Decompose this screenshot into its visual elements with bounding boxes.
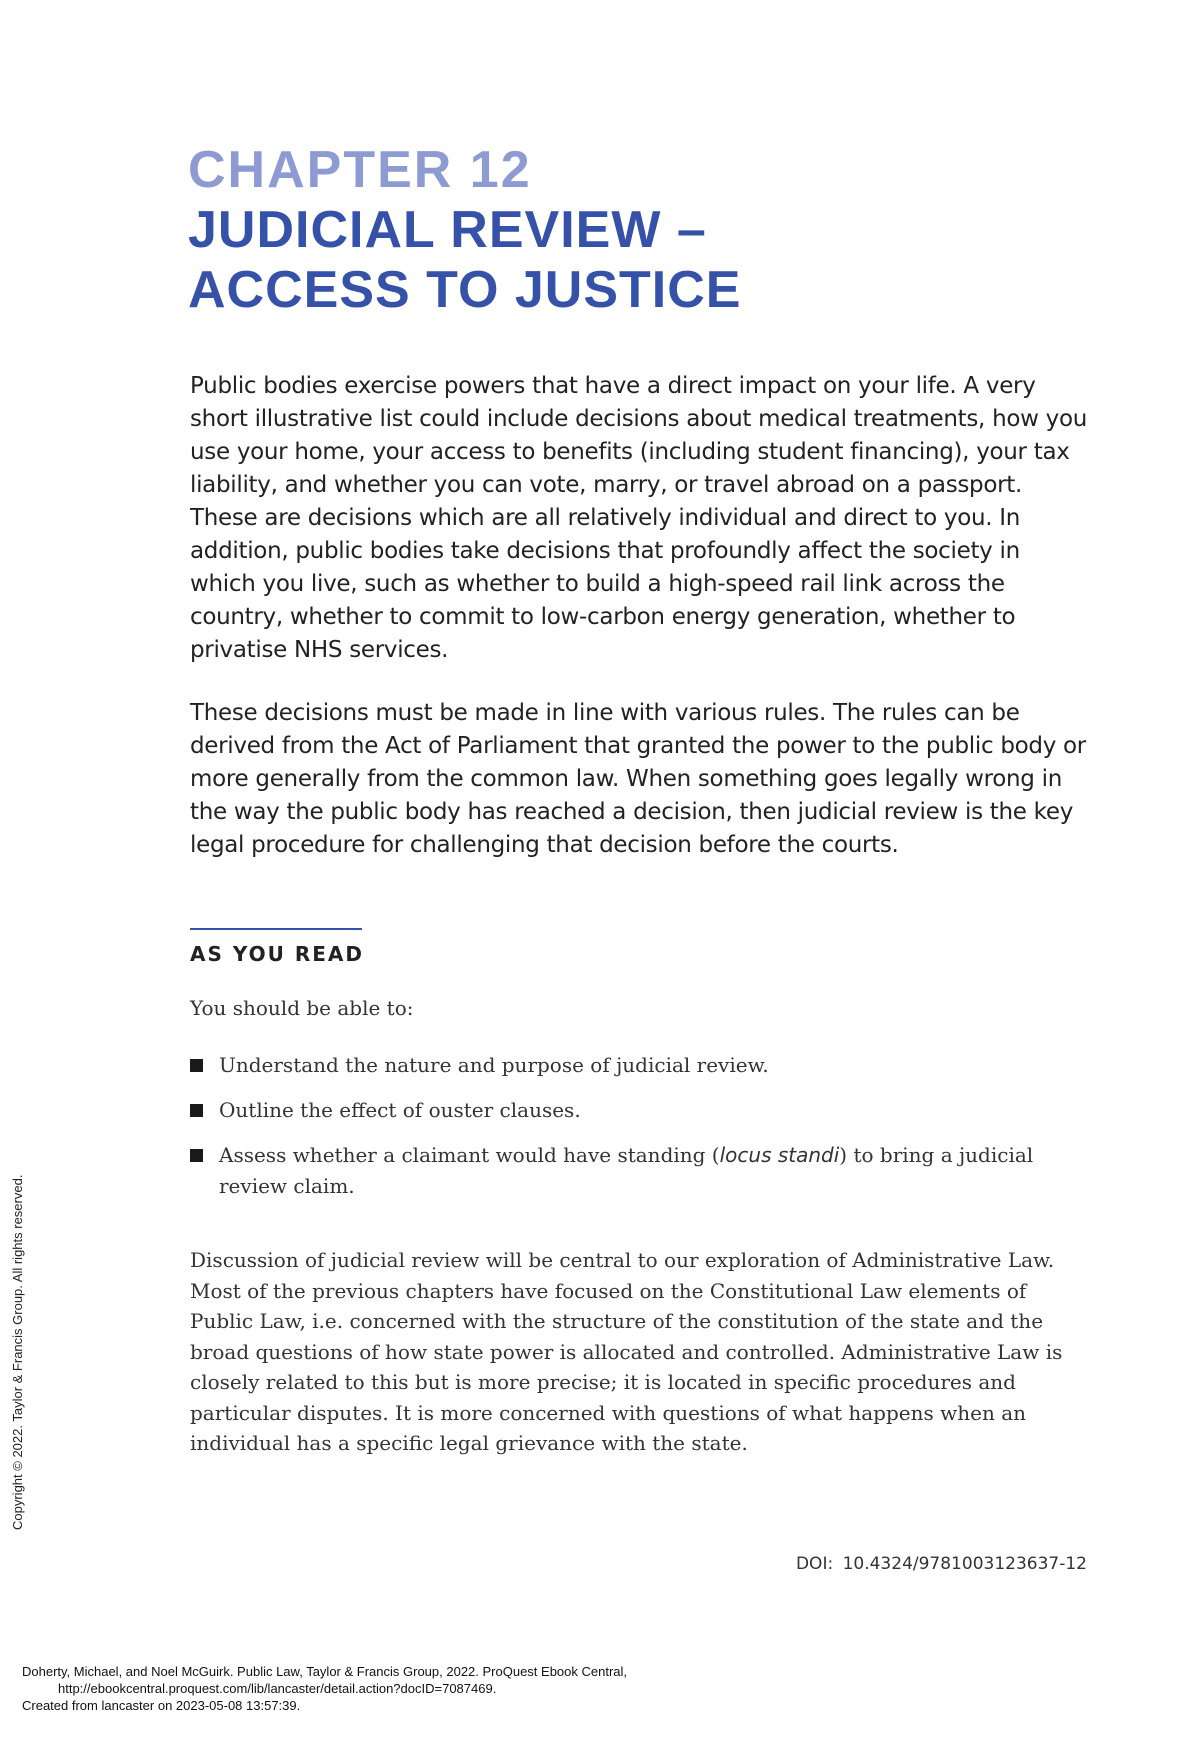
- footer-citation-line: Doherty, Michael, and Noel McGuirk. Public Law, Taylor & Francis Group, 2022. ProQuest Ebook Central,: [22, 1664, 628, 1679]
- intro-paragraph-2: These decisions must be made in line with various rules. The rules can be derived from the Act of Parliament that granted the power to the public body or more generally from the common law. When something goes legally wrong in the way the public body has reached a decision, then judicial review is the key legal procedure for challenging that decision before the courts.: [190, 700, 1086, 858]
- square-bullet-icon: [190, 1059, 203, 1072]
- chapter-title-line-1: JUDICIAL REVIEW –: [188, 201, 707, 259]
- square-bullet-icon: [190, 1149, 203, 1162]
- as-you-read-box: [190, 928, 1090, 1216]
- objective-text-before: Assess whether a claimant would have standing (: [219, 1143, 720, 1167]
- chapter-label: CHAPTER 12: [188, 141, 532, 199]
- objective-text-after: ) to bring a judicial review claim.: [219, 1143, 1034, 1198]
- chapter-header: [188, 140, 1088, 320]
- as-you-read-lead: You should be able to:: [190, 996, 414, 1020]
- intro-section: [190, 370, 1090, 892]
- intro-paragraph-1: Public bodies exercise powers that have a direct impact on your life. A very short illustrative list could include decisions about medical treatments, how you use your home, your access to benefits (including student financing), your tax liability, and whether you can vote, marry, or travel abroad on a passport. These are decisions which are all relatively individual and direct to you. In addition, public bodies take decisions that profoundly affect the society in which you live, such as whether to build a high-speed rail link across the country, whether to commit to low-carbon energy generation, whether to privatise NHS services.: [190, 373, 1088, 663]
- section-rule: [190, 928, 362, 930]
- objective-text-italic: locus standi: [719, 1143, 840, 1167]
- copyright-notice: Copyright © 2022. Taylor & Francis Group. All rights reserved.: [10, 1174, 25, 1530]
- objective-item: [190, 1095, 1090, 1126]
- objective-item: [190, 1140, 1090, 1202]
- footer-created-line: Created from lancaster on 2023-05-08 13:57:39.: [22, 1698, 301, 1713]
- objective-text: Understand the nature and purpose of judicial review.: [219, 1053, 769, 1077]
- square-bullet-icon: [190, 1104, 203, 1117]
- doi-label: DOI: 10.4324/9781003123637-12: [795, 1554, 1087, 1574]
- objectives-list: [190, 1050, 1090, 1202]
- objective-text: Outline the effect of ouster clauses.: [219, 1098, 581, 1122]
- chapter-title-line-2: ACCESS TO JUSTICE: [188, 261, 742, 319]
- citation-footer: [22, 1663, 1172, 1714]
- as-you-read-heading: AS YOU READ: [190, 942, 364, 966]
- footer-url-link[interactable]: http://ebookcentral.proquest.com/lib/lancaster/detail.action?docID=7087469.: [58, 1681, 497, 1696]
- objective-item: [190, 1050, 1090, 1081]
- discussion-paragraph: Discussion of judicial review will be central to our exploration of Administrative Law. Most of the previous chapters have focused on the Constitutional Law elements of Public Law, i.e. concerned with the structure of the constitution of the state and the broad questions of how state power is allocated and controlled. Administrative Law is closely related to this but is more precise; it is located in specific procedures and particular disputes. It is more concerned with questions of what happens when an individual has a specific legal grievance with the state.: [190, 1248, 1063, 1455]
